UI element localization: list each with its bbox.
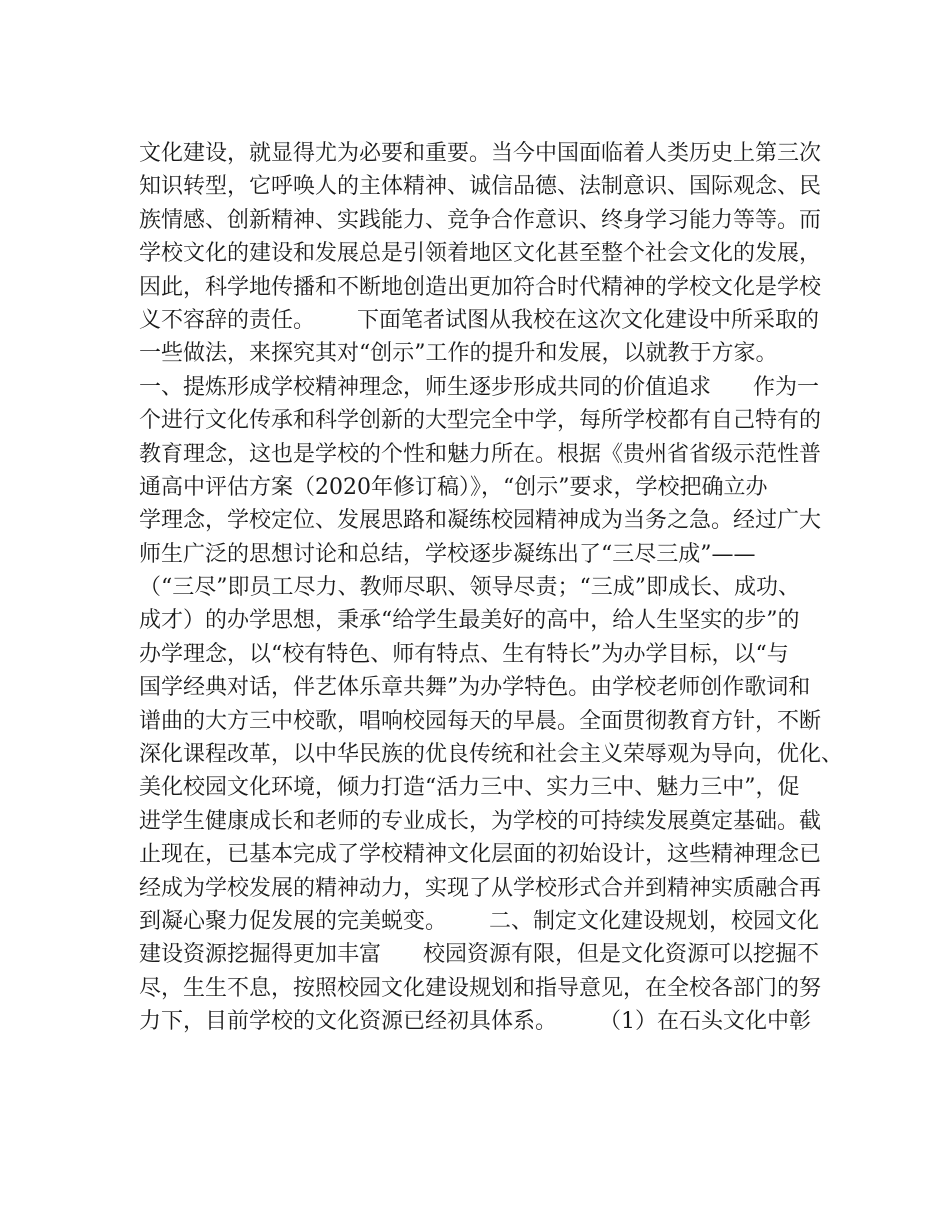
text-line: 学理念，学校定位、发展思路和凝练校园精神成为当务之急。经过广大: [139, 508, 822, 534]
text-line: 一、提炼形成学校精神理念，师生逐步形成共同的价值追求 作为一: [139, 374, 819, 400]
text-line: 成才）的办学思想，秉承“给学生最美好的高中，给人生坚实的步”的: [139, 608, 800, 634]
text-line: 个进行文化传承和科学创新的大型完全中学，每所学校都有自己特有的: [139, 408, 822, 434]
text-line: 族情感、创新精神、实践能力、竞争合作意识、终身学习能力等等。而: [139, 207, 822, 233]
text-line: 力下，目前学校的文化资源已经初具体系。 （1）在石头文化中彰: [139, 1009, 811, 1035]
text-line: 尽，生生不息，按照校园文化建设规划和指导意见，在全校各部门的努: [139, 975, 822, 1001]
text-line: 一些做法，来探究其对“创示”工作的提升和发展，以就教于方家。: [139, 341, 778, 367]
text-line: （“三尽”即员工尽力、教师尽职、领导尽责；“三成”即成长、成功、: [139, 575, 800, 601]
text-line: 国学经典对话，伴艺体乐章共舞”为办学特色。由学校老师创作歌词和: [139, 675, 811, 701]
text-line: 教育理念，这也是学校的个性和魅力所在。根据《贵州省省级示范性普: [139, 441, 822, 467]
text-line: 进学生健康成长和老师的专业成长，为学校的可持续发展奠定基础。截: [139, 808, 822, 834]
text-line: 办学理念，以“校有特色、师有特点、生有特长”为办学目标，以“与: [139, 641, 789, 667]
text-line: 师生广泛的思想讨论和总结，学校逐步凝练出了“三尽三成”——: [139, 541, 756, 567]
body-text: [139, 137, 844, 1039]
text-line: 知识转型，它呼唤人的主体精神、诚信品德、法制意识、国际观念、民: [139, 174, 822, 200]
text-line: 文化建设，就显得尤为必要和重要。当今中国面临着人类历史上第三次: [139, 141, 822, 166]
text-line: 通高中评估方案（2020年修订稿）》，“创示”要求，学校把确立办: [139, 474, 768, 500]
text-line: 因此，科学地传播和不断地创造出更加符合时代精神的学校文化是学校: [139, 274, 822, 300]
text-line: 学校文化的建设和发展总是引领着地区文化甚至整个社会文化的发展，: [139, 241, 822, 267]
text-line: 谱曲的大方三中校歌，唱响校园每天的早晨。全面贯彻教育方针，不断: [139, 708, 822, 734]
text-line: 建设资源挖掘得更加丰富 校园资源有限，但是文化资源可以挖掘不: [139, 942, 819, 968]
text-line: 到凝心聚力促发展的完美蜕变。 二、制定文化建设规划，校园文化: [139, 908, 819, 934]
text-line: 深化课程改革，以中华民族的优良传统和社会主义荣辱观为导向，优化、: [139, 742, 844, 768]
text-line: 经成为学校发展的精神动力，实现了从学校形式合并到精神实质融合再: [139, 875, 822, 901]
text-line: 止现在，已基本完成了学校精神文化层面的初始设计，这些精神理念已: [139, 842, 822, 868]
text-line: 美化校园文化环境，倾力打造“活力三中、实力三中、魅力三中”，促: [139, 775, 800, 801]
text-line: 义不容辞的责任。 下面笔者试图从我校在这次文化建设中所采取的: [139, 307, 819, 333]
